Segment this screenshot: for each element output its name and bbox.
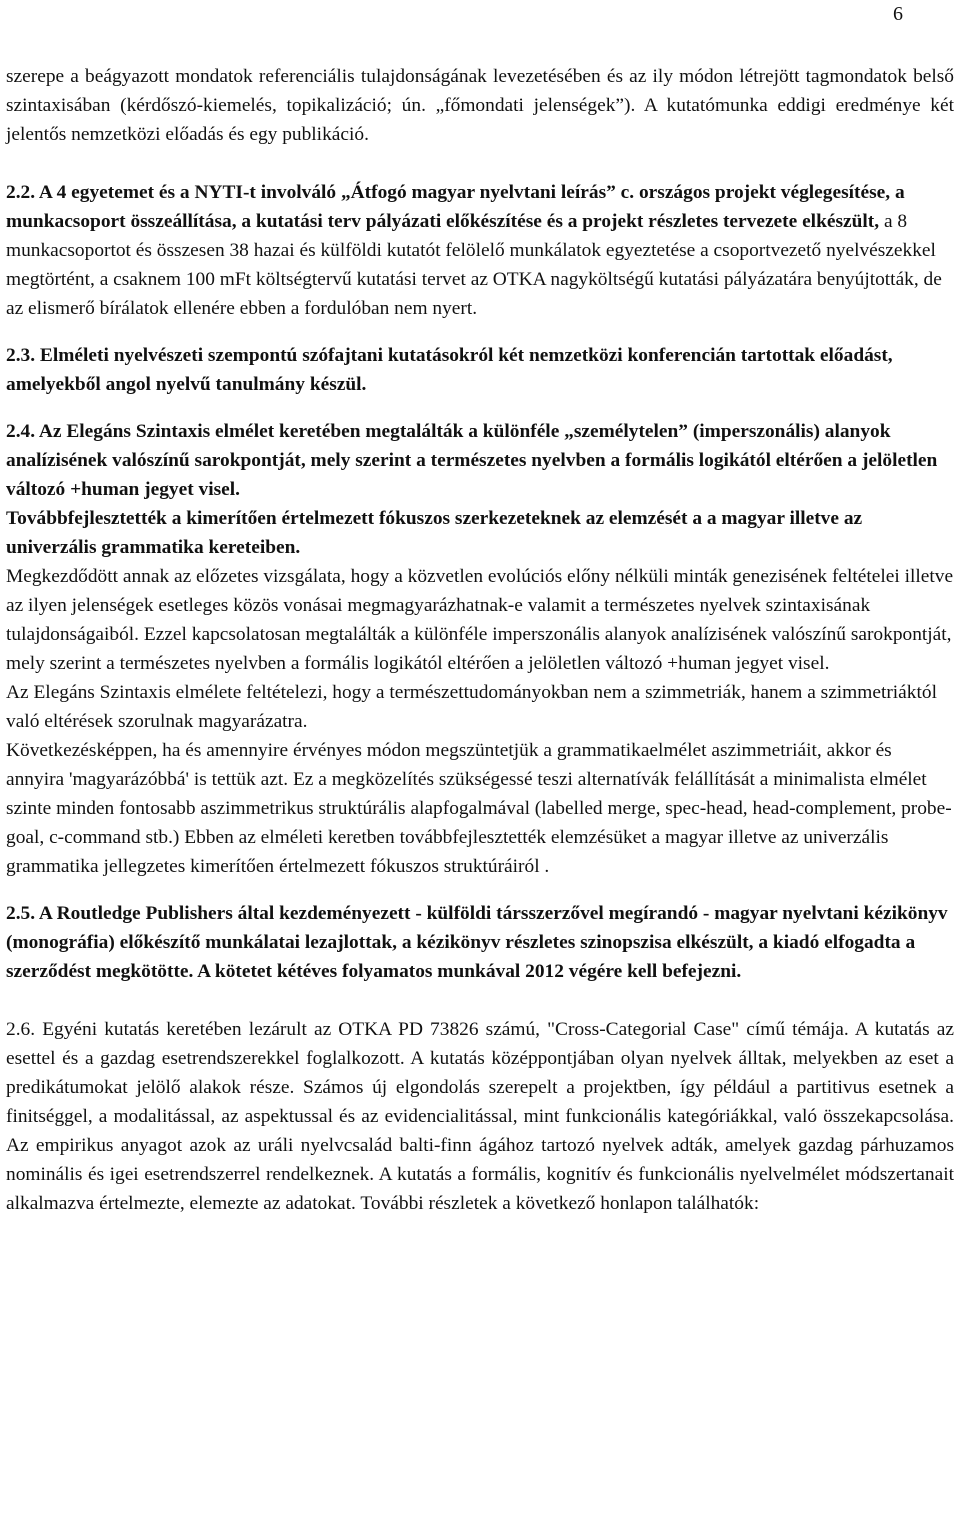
section-2-4-heading: 2.4. Az Elegáns Szintaxis elmélet keretében megtalálták a különféle „személytelen” (imperszonális) alanyok analízisének valószínű sarokpontját, mely szerint a természetes nyelvben a formális logikától eltérően a jelöletlen változó +human jegyet visel. xyxy=(6,421,938,500)
document-body xyxy=(6,62,954,1218)
section-2-4 xyxy=(6,417,954,881)
spacer xyxy=(6,881,954,899)
section-2-2-text: a 8 munkacsoportot és összesen 38 hazai és külföldi kutatót felölelő munkálatok egyeztetése a csoportvezető nyelvészekkel megtörtént, a csaknem 100 mFt költségtervű kutatási tervet az OTKA nagyköltségű kutatási pályázatára benyújtották, de az elismerő bírálatok ellenére ebben a fordulóban nem nyert. xyxy=(6,211,942,319)
section-2-5: 2.5. A Routledge Publishers által kezdeményezett - külföldi társszerzővel megírandó - magyar nyelvtani kézikönyv (monográfia) előkészítő munkálatai lezajlottak, a kézikönyv részletes szinopszisa elkészült, a kiadó elfogadta a szerződést megkötötte. A kötetet kétéves folyamatos munkával 2012 végére kell befejezni. xyxy=(6,903,948,982)
section-2-4-paragraph-1: Megkezdődött annak az előzetes vizsgálata, hogy a közvetlen evolúciós előny nélküli minták genezisének feltételei illetve az ilyen jelenségek esetleges közös vonásai megmagyarázhatnak-e valamit a természetes nyelvek szintaxisának tulajdonságaiból. Ezzel kapcsolatosan megtalálták a különféle imperszonális alanyok analízisének valószínű sarokpontját, mely szerint a természetes nyelvben a formális logikától eltérően a jelöletlen változó +human jegyet visel. xyxy=(6,566,954,674)
section-2-2 xyxy=(6,178,954,323)
section-2-2-heading: 2.2. A 4 egyetemet és a NYTI-t involváló „Átfogó magyar nyelvtani leírás” c. országos projekt véglegesítése, a munkacsoport összeállítása, a kutatási terv pályázati előkészítése és a projekt részletes tervezete elkészült, xyxy=(6,182,905,232)
spacer xyxy=(6,323,954,341)
section-2-3: 2.3. Elméleti nyelvészeti szempontú szófajtani kutatásokról két nemzetközi konferencián tartottak előadást, amelyekből angol nyelvű tanulmány készül. xyxy=(6,345,893,395)
section-2-6: 2.6. Egyéni kutatás keretében lezárult az OTKA PD 73826 számú, "Cross-Categorial Case" című témája. A kutatás az esettel és a gazdag esetrendszerekkel foglalkozott. A kutatás középpontjában olyan nyelvek álltak, melyekben az eset a predikátumokat jelölő alakok része. Számos új elgondolás szerepelt a projektben, így például a partitivus esetnek a finitséggel, a modalitással, az aspektussal és az evidencialitással, mint funkcionális kategóriákkal, való összekapcsolása. Az empirikus anyagot azok az uráli nyelvcsalád balti-finn ágához tartozó nyelvek adták, amelyek gazdag párhuzamos nominális és igei esetrendszerrel rendelkeznek. A kutatás a formális, kognitív és funkcionális nyelvelmélet módszertanait alkalmazva értelmezte, elemezte az adatokat. További részletek a következő honlapon találhatók: xyxy=(6,1019,954,1214)
spacer xyxy=(6,986,954,1015)
section-2-4-paragraph-3: Következésképpen, ha és amennyire érvényes módon megszüntetjük a grammatikaelmélet aszimmetriáit, akkor és annyira 'magyarázóbbá' is tettük azt. Ez a megközelítés szükségessé teszi alternatívák felállítását a minimalista elmélet szinte minden fontosabb aszimmetrikus struktúrális alapfogalmával (labelled merge, spec-head, head-complement, probe-goal, c-command stb.) Ebben az elméleti keretben továbbfejlesztették elemzésüket a magyar illetve az univerzális grammatika jellegzetes kimerítően értelmezett fókuszos struktúráiról . xyxy=(6,740,952,877)
section-2-4-paragraph-2: Az Elegáns Szintaxis elmélete feltételezi, hogy a természettudományokban nem a szimmetriák, hanem a szimmetriáktól való eltérések szorulnak magyarázatra. xyxy=(6,682,937,732)
spacer xyxy=(6,149,954,178)
page-number: 6 xyxy=(893,3,903,25)
section-2-4-focus: Továbbfejlesztették a kimerítően értelmezett fókuszos szerkezeteknek az elemzését a a magyar illetve az univerzális grammatika kereteiben. xyxy=(6,508,863,558)
spacer xyxy=(6,399,954,417)
paragraph-intro: szerepe a beágyazott mondatok referenciális tulajdonságának levezetésében és az ily módon létrejött tagmondatok belső szintaxisában (kérdőszó-kiemelés, topikalizáció; ún. „főmondati jelenségek”). A kutatómunka eddigi eredménye két jelentős nemzetközi előadás és egy publikáció. xyxy=(6,66,954,145)
